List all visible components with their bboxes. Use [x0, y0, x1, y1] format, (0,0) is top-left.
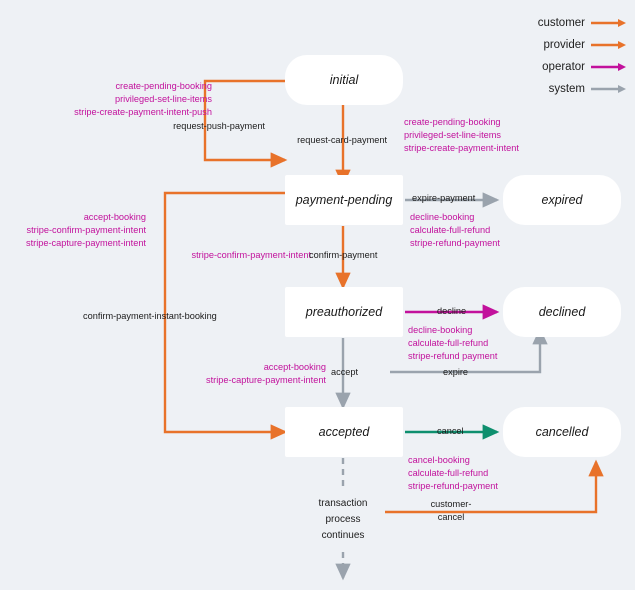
edge-label-stripe-capture-payment-intent-mid: stripe-capture-payment-intent: [205, 375, 326, 385]
edge-label-request-card-payment: request-card-payment: [297, 135, 387, 145]
edge-label-confirm-payment-instant-booking: confirm-payment-instant-booking: [83, 311, 217, 321]
edge-label-cancel: cancel: [437, 426, 464, 436]
edge-label-accept: accept: [331, 367, 359, 377]
note-transaction-line1: transaction: [318, 498, 368, 509]
legend-label-operator: operator: [542, 61, 585, 73]
edge-label-confirm-payment: confirm-payment: [309, 250, 378, 260]
edge-label-accept-booking-mid: accept-booking: [263, 362, 326, 372]
legend-item-operator: [517, 56, 627, 78]
edge-label-stripe-refund-payment-cancel: stripe-refund-payment: [408, 481, 498, 491]
state-node-accepted[interactable]: [285, 407, 403, 457]
legend-label-system: system: [548, 83, 585, 95]
legend-arrow-customer: [591, 18, 627, 28]
legend-item-system: [517, 78, 627, 100]
edge-label-expire-payment: expire-payment: [412, 193, 476, 203]
edge-label-request-push-payment: request-push-payment: [173, 121, 265, 131]
edge-label-stripe-create-payment-intent: stripe-create-payment-intent: [404, 143, 519, 153]
note-transaction-line2: process: [325, 514, 361, 525]
legend-arrow-provider: [591, 40, 627, 50]
edge-label-stripe-refund-payment-top: stripe-refund-payment: [410, 238, 500, 248]
edge-label-calculate-full-refund-top: calculate-full-refund: [410, 225, 491, 235]
edge-label-decline-booking-top: decline-booking: [410, 212, 475, 222]
edge-label-customer-cancel-line1: customer-: [430, 499, 472, 509]
legend-item-provider: [517, 34, 627, 56]
legend-arrow-system: [591, 84, 627, 94]
legend-arrow-operator: [591, 62, 627, 72]
edge-label-decline-booking-bottom: decline-booking: [408, 325, 473, 335]
legend: [517, 12, 627, 100]
edge-label-stripe-confirm-payment-intent-mid: stripe-confirm-payment-intent: [191, 250, 311, 260]
state-label-payment-pending: payment-pending: [295, 193, 393, 207]
state-node-payment-pending[interactable]: [285, 175, 403, 225]
state-label-accepted: accepted: [318, 425, 370, 439]
edge-label-cancel-booking: cancel-booking: [408, 455, 470, 465]
state-label-expired: expired: [541, 193, 583, 207]
state-label-declined: declined: [538, 305, 586, 319]
legend-label-customer: customer: [537, 17, 585, 29]
legend-item-customer: [517, 12, 627, 34]
edge-label-accept-booking-left: accept-booking: [83, 212, 146, 222]
state-node-cancelled[interactable]: [503, 407, 621, 457]
edge-label-privileged-set-line-items-push: privileged-set-line-items: [114, 94, 212, 104]
edge-label-create-pending-booking-push: create-pending-booking: [115, 81, 212, 91]
edge-label-stripe-create-payment-intent-push: stripe-create-payment-intent-push: [74, 107, 212, 117]
state-node-declined[interactable]: [503, 287, 621, 337]
state-label-initial: initial: [329, 73, 359, 87]
edge-label-calculate-full-refund-cancel: calculate-full-refund: [408, 468, 489, 478]
edge-label-stripe-refund-payment-bottom: stripe-refund payment: [408, 351, 498, 361]
edge-label-customer-cancel-line2: cancel: [437, 512, 465, 522]
state-node-initial[interactable]: [285, 55, 403, 105]
edge-label-stripe-confirm-payment-intent-left: stripe-confirm-payment-intent: [26, 225, 146, 235]
legend-label-provider: provider: [543, 39, 585, 51]
edge-label-calculate-full-refund-bottom: calculate-full-refund: [408, 338, 489, 348]
edge-label-privileged-set-line-items-card: privileged-set-line-items: [404, 130, 502, 140]
state-label-cancelled: cancelled: [535, 425, 589, 439]
edge-label-create-pending-booking-card: create-pending-booking: [404, 117, 501, 127]
edge-label-decline: decline: [437, 306, 467, 316]
state-label-preauthorized: preauthorized: [305, 305, 383, 319]
edge-label-expire: expire: [443, 367, 469, 377]
state-node-preauthorized[interactable]: [285, 287, 403, 337]
note-transaction-line3: continues: [321, 530, 365, 541]
edge-label-stripe-capture-payment-intent-left: stripe-capture-payment-intent: [25, 238, 146, 248]
state-node-expired[interactable]: [503, 175, 621, 225]
